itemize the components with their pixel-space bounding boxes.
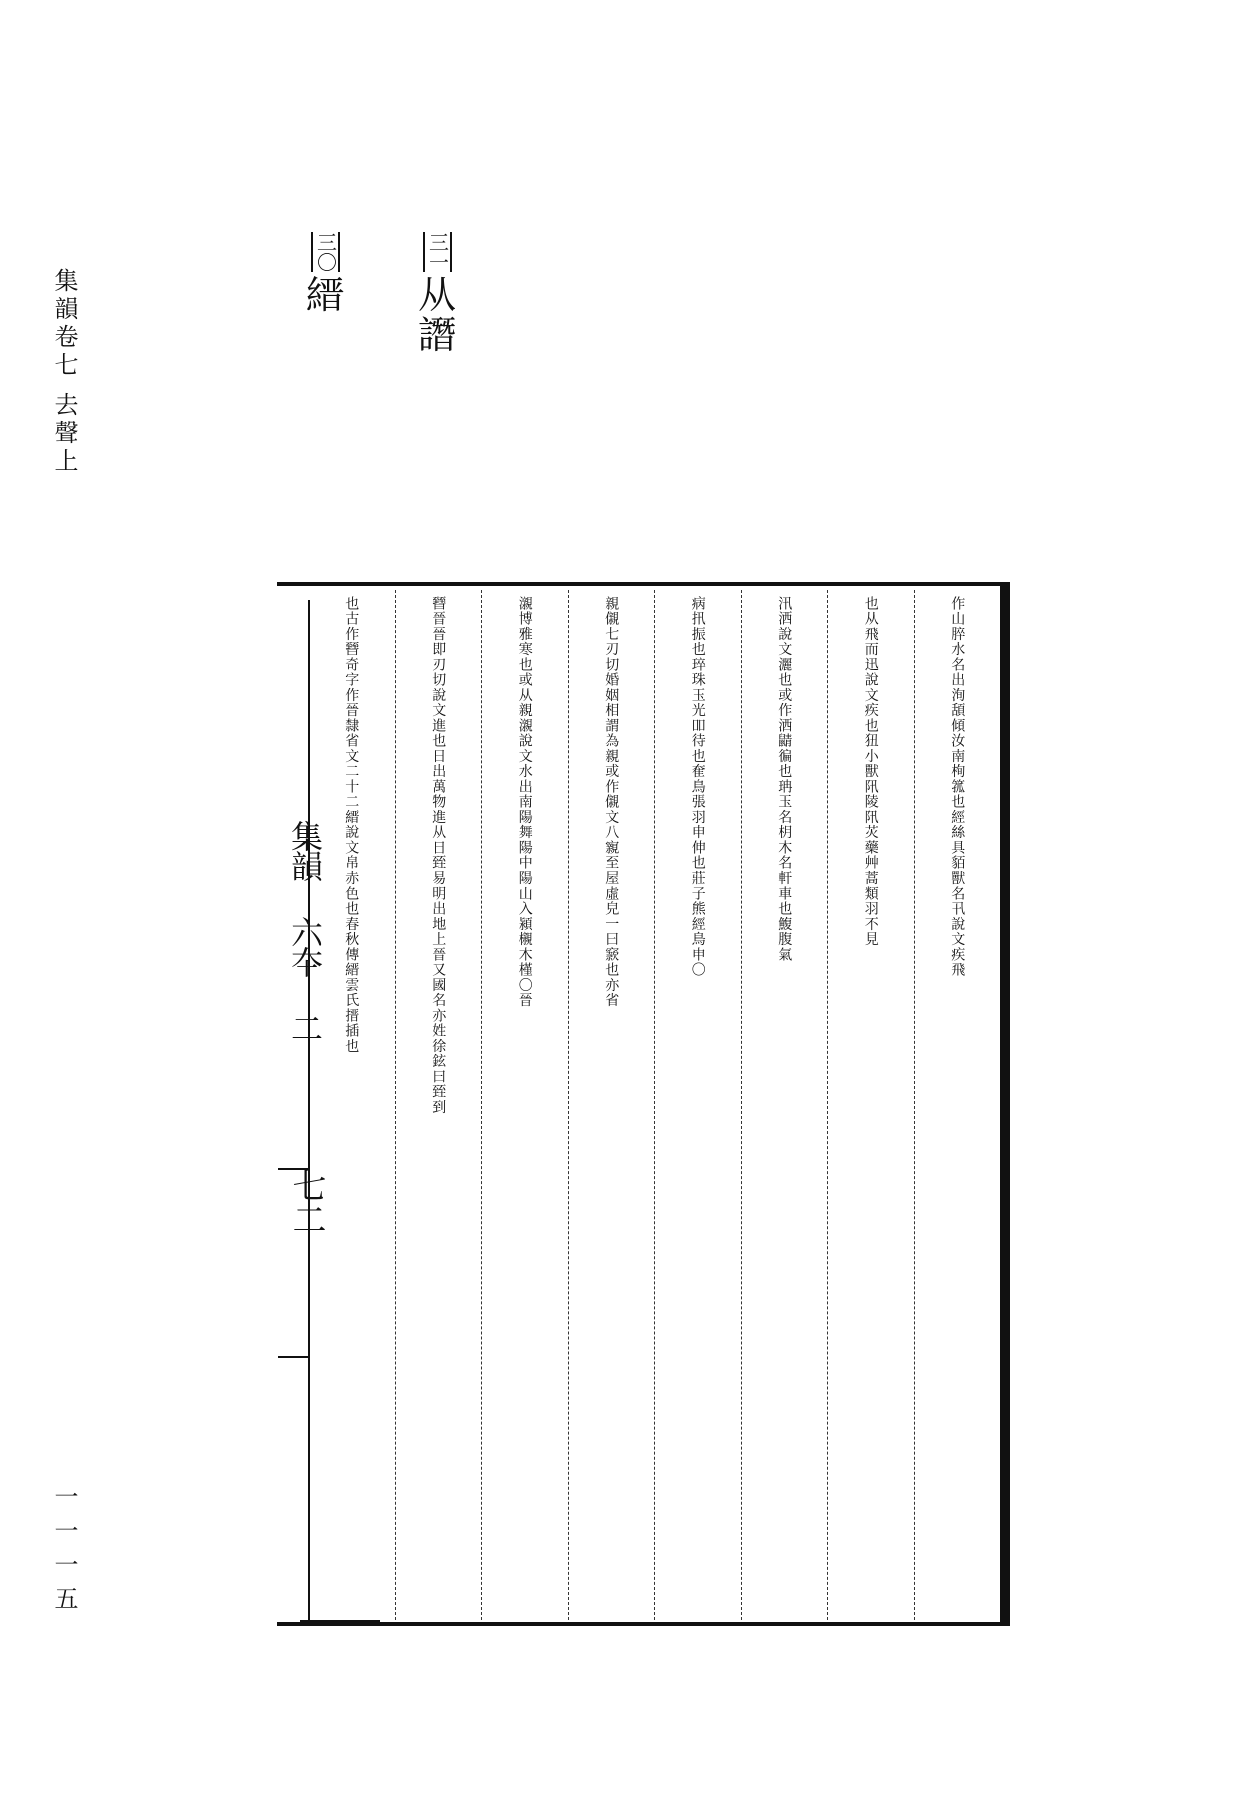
text-column xyxy=(654,590,741,1620)
margin-rule xyxy=(278,1356,308,1358)
tone-section: 去聲上 xyxy=(50,392,78,476)
book-title: 集韻卷七 xyxy=(50,268,78,380)
column-text: 病扟振也琗珠玉光吅待也奞鳥張羽申伸也莊子熊經鳥申〇 xyxy=(689,596,706,978)
column-text: 親儭七刃切婚姻相謂為親或作儭文八寴至屋虛皃一曰窾也亦省 xyxy=(603,596,620,1009)
text-column xyxy=(308,590,395,1620)
column-text: 作山脺水名出洵頢傾汝南栒箛也經絲具貊獸名卂說文疾飛 xyxy=(949,596,966,978)
text-column xyxy=(395,590,482,1620)
collation-note xyxy=(418,232,456,356)
column-text: 㬜晉晉即刃切說文進也日出萬物進从日臸易明出地上晉又國名亦姓徐鉉曰臸到 xyxy=(430,596,447,1115)
text-column xyxy=(741,590,828,1620)
note-text: 縉 xyxy=(306,273,345,317)
text-column xyxy=(481,590,568,1620)
note-text-2: 譖 xyxy=(418,312,457,357)
page-number: 一一一五 xyxy=(50,1484,78,1620)
note-text: 从 xyxy=(418,273,457,317)
margin-title: 集韻 六夲 二 xyxy=(286,820,324,1042)
column-text: 汛洒說文灑也或作洒鼱徧也珃玉名枂木名軒車也鰒腹氣 xyxy=(776,596,793,963)
text-column xyxy=(914,590,1001,1620)
margin-folio: 七二 xyxy=(286,1168,326,1236)
column-text: 也从飛而迅說文疾也狃小獸阠陵阠苂藥艸蒿類羽不見 xyxy=(862,596,879,947)
column-text: 瀙博雅寒也或从親瀙說文水出南陽舞陽中陽山入潁櫬木槿〇晉 xyxy=(516,596,533,1009)
collation-note xyxy=(306,232,344,316)
text-column xyxy=(827,590,914,1620)
text-columns xyxy=(308,590,1000,1620)
text-column xyxy=(568,590,655,1620)
fishtail-mark xyxy=(300,1620,380,1633)
margin-strip xyxy=(278,600,310,1620)
column-text: 也古作㬜奇字作晉隸省文二十二縉說文帛赤色也春秋傳縉雲氏搢插也 xyxy=(343,596,360,1054)
note-marker: 三一 xyxy=(423,232,452,272)
note-marker: 三〇 xyxy=(311,232,340,272)
